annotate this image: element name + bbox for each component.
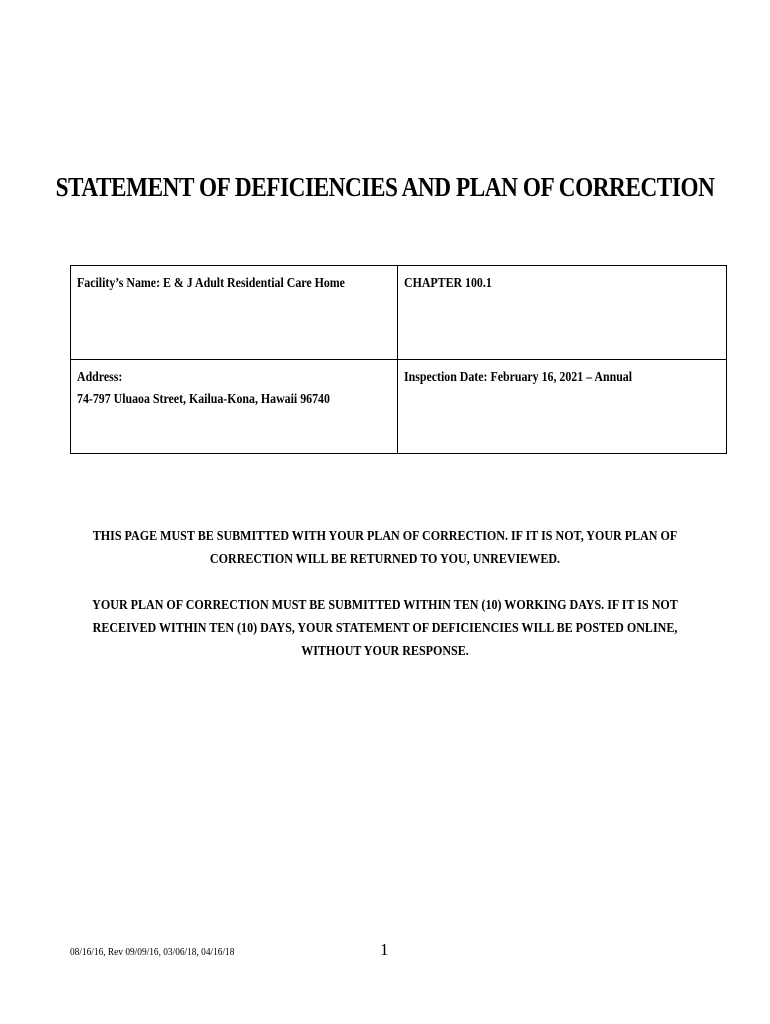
inspection-date-cell (398, 360, 727, 454)
notice-line: WITHOUT YOUR RESPONSE. (301, 644, 469, 659)
deadline-notice (0, 594, 770, 663)
notice-line: THIS PAGE MUST BE SUBMITTED WITH YOUR PLAN OF CORRECTION. IF IT IS NOT, YOUR PLAN OF (92, 529, 678, 544)
revision-dates: 08/16/16, Rev 09/09/16, 03/06/18, 04/16/18 (70, 946, 235, 958)
page-number: 1 (380, 940, 389, 959)
facility-name-cell (71, 266, 398, 360)
submission-notice (0, 525, 770, 571)
facility-info-table (70, 265, 727, 454)
document-title: STATEMENT OF DEFICIENCIES AND PLAN OF CORRECTION (55, 172, 715, 202)
chapter-cell (398, 266, 727, 360)
notice-line: CORRECTION WILL BE RETURNED TO YOU, UNREVIEWED. (209, 552, 561, 567)
table-row (71, 266, 727, 360)
address-cell (71, 360, 398, 454)
facility-name: Facility’s Name: E & J Adult Residential Care Home (77, 275, 345, 290)
notice-line: YOUR PLAN OF CORRECTION MUST BE SUBMITTED WITHIN TEN (10) WORKING DAYS. IF IT IS NOT (92, 598, 678, 613)
address-value: 74-797 Uluaoa Street, Kailua-Kona, Hawaii 96740 (77, 391, 330, 406)
address-label: Address: (77, 369, 123, 384)
inspection-date: Inspection Date: February 16, 2021 – Annual (404, 369, 633, 384)
table-row (71, 360, 727, 454)
chapter: CHAPTER 100.1 (404, 275, 492, 290)
notice-line: RECEIVED WITHIN TEN (10) DAYS, YOUR STATEMENT OF DEFICIENCIES WILL BE POSTED ONLINE, (92, 621, 678, 636)
